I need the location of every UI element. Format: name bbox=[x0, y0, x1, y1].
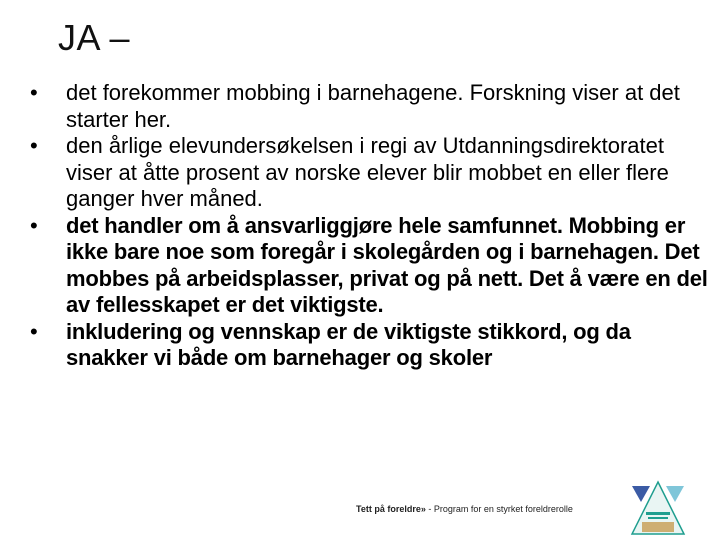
logo-bar-2 bbox=[648, 517, 668, 519]
footer-caption bbox=[356, 504, 573, 514]
program-logo-icon bbox=[628, 478, 688, 538]
bullet-text: det handler om å ansvarliggjøre hele samfunnet. Mobbing er ikke bare noe som foregår i skolegården og i barnehagen. Det mobbes på arbeidsplasser, privat og på nett. Det å være en del av fellesskapet er det viktigste. bbox=[66, 212, 708, 317]
slide-title: JA – bbox=[58, 17, 131, 58]
footer-program-name: Tett på foreldre» bbox=[356, 504, 426, 514]
bullet-item-2 bbox=[28, 133, 708, 213]
bullet-marker: • bbox=[30, 212, 38, 238]
bullet-item-3 bbox=[28, 213, 708, 319]
bullet-marker: • bbox=[30, 80, 38, 105]
bullet-list bbox=[28, 80, 708, 372]
logo-photo-strip bbox=[642, 522, 674, 532]
program-logo-graphic bbox=[628, 478, 688, 538]
bullet-text: inkludering og vennskap er de viktigste stikkord, og da snakker vi både om barnehager og skoler bbox=[66, 318, 631, 370]
bullet-marker: • bbox=[30, 133, 38, 158]
bullet-text: det forekommer mobbing i barnehagene. Forskning viser at det starter her. bbox=[66, 80, 680, 132]
bullet-item-1 bbox=[28, 80, 708, 133]
logo-bar-1 bbox=[646, 512, 670, 515]
bullet-text: den årlige elevundersøkelsen i regi av Utdanningsdirektoratet viser at åtte prosent av norske elever blir mobbet en eller flere ganger hver måned. bbox=[66, 133, 669, 211]
bullet-marker: • bbox=[30, 318, 38, 344]
logo-corner-right bbox=[666, 486, 684, 502]
logo-corner-left bbox=[632, 486, 650, 502]
bullet-item-4 bbox=[28, 319, 708, 372]
footer-tagline: - Program for en styrket foreldrerolle bbox=[425, 504, 573, 514]
